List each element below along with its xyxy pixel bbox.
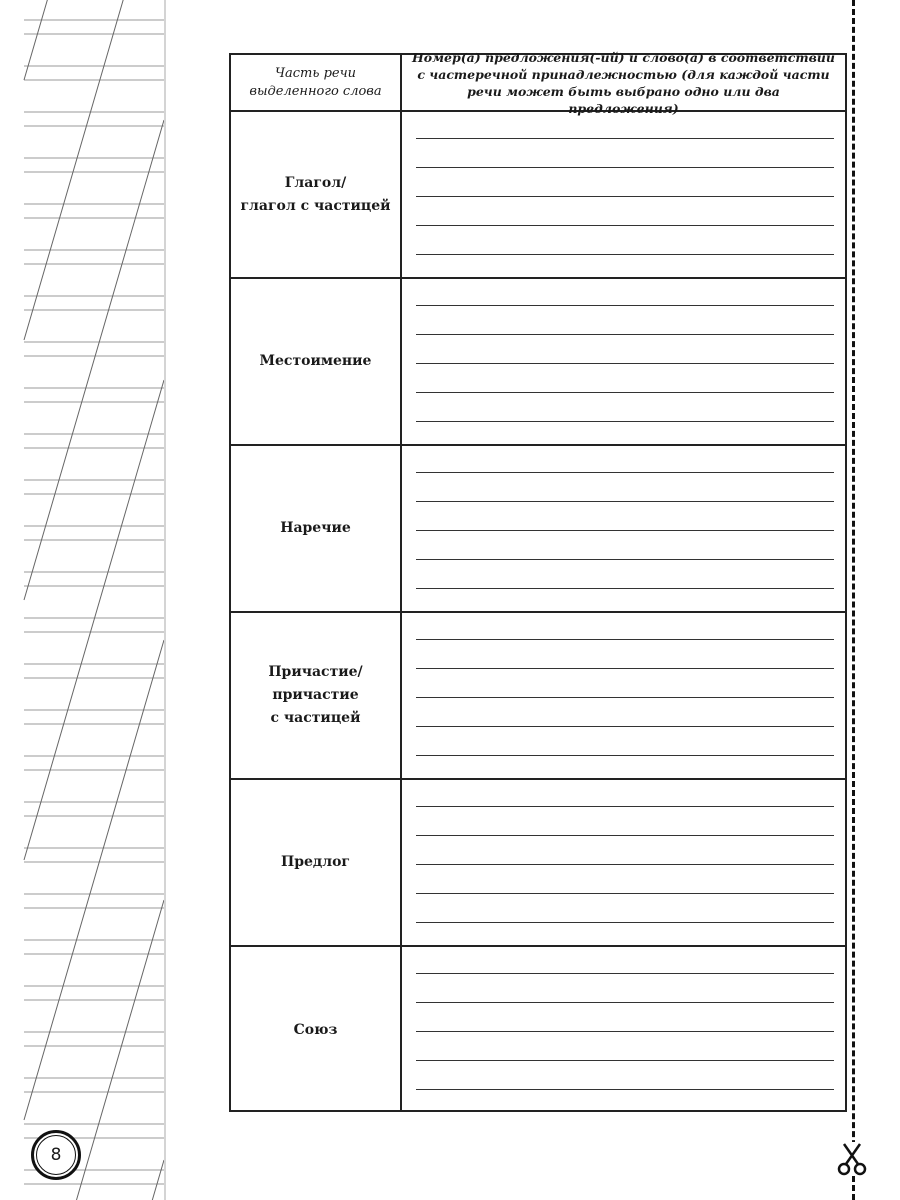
header-part-of-speech: Часть речи выделенного слова — [249, 65, 382, 99]
page-number-text: 8 — [50, 1145, 62, 1165]
answer-line — [416, 806, 834, 807]
answer-line — [416, 973, 834, 974]
answer-line — [416, 334, 834, 335]
row-label: Местоимение — [259, 353, 372, 369]
answer-line — [416, 1031, 834, 1032]
answer-line — [416, 559, 834, 560]
answer-lines[interactable] — [416, 279, 834, 444]
answer-line — [416, 472, 834, 473]
row-pronoun — [231, 279, 845, 446]
answer-line — [416, 392, 834, 393]
answer-line — [416, 530, 834, 531]
answer-line — [416, 1060, 834, 1061]
answer-line — [416, 501, 834, 502]
table-header — [231, 49, 845, 116]
column-divider — [400, 55, 402, 1110]
scissors-icon — [836, 1142, 868, 1176]
practice-margin — [0, 0, 168, 1200]
answer-table — [229, 49, 847, 1112]
answer-line — [416, 639, 834, 640]
slant-guide — [24, 0, 164, 80]
answer-line — [416, 363, 834, 364]
answer-line — [416, 167, 834, 168]
answer-line — [416, 668, 834, 669]
answer-line — [416, 1002, 834, 1003]
row-label: Наречие — [280, 520, 351, 536]
answer-line — [416, 893, 834, 894]
cut-line — [852, 0, 855, 1200]
answer-line — [416, 922, 834, 923]
row-adverb — [231, 446, 845, 613]
answer-line — [416, 835, 834, 836]
answer-lines[interactable] — [416, 613, 834, 778]
slant-guide — [24, 380, 164, 860]
row-label: Союз — [293, 1022, 338, 1038]
answer-line — [416, 1089, 834, 1090]
slant-guide — [24, 120, 164, 600]
answer-line — [416, 196, 834, 197]
answer-lines[interactable] — [416, 947, 834, 1114]
row-label: Глагол/ глагол с частицей — [240, 174, 391, 214]
answer-lines[interactable] — [416, 446, 834, 611]
slant-guide — [24, 0, 164, 340]
answer-lines[interactable] — [416, 780, 834, 945]
answer-line — [416, 305, 834, 306]
answer-lines[interactable] — [416, 112, 834, 277]
answer-line — [416, 755, 834, 756]
answer-line — [416, 588, 834, 589]
row-verb — [231, 112, 845, 279]
header-sentence-words: Номер(а) предложения(-ий) и слово(а) в соответствии с частеречной принадлежностью (для каждой части речи может быть выбрано одно или два предложения) — [412, 49, 835, 116]
answer-line — [416, 726, 834, 727]
answer-line — [416, 225, 834, 226]
margin-border — [164, 0, 166, 1200]
row-conjunction — [231, 947, 845, 1114]
answer-line — [416, 138, 834, 139]
answer-line — [416, 697, 834, 698]
answer-line — [416, 864, 834, 865]
row-label: Предлог — [280, 854, 351, 870]
answer-line — [416, 254, 834, 255]
answer-line — [416, 421, 834, 422]
page-number — [31, 1130, 81, 1180]
slant-guide — [24, 640, 164, 1120]
row-preposition — [231, 780, 845, 947]
row-participle — [231, 613, 845, 780]
row-label: Причастие/ причастие с частицей — [268, 664, 363, 726]
